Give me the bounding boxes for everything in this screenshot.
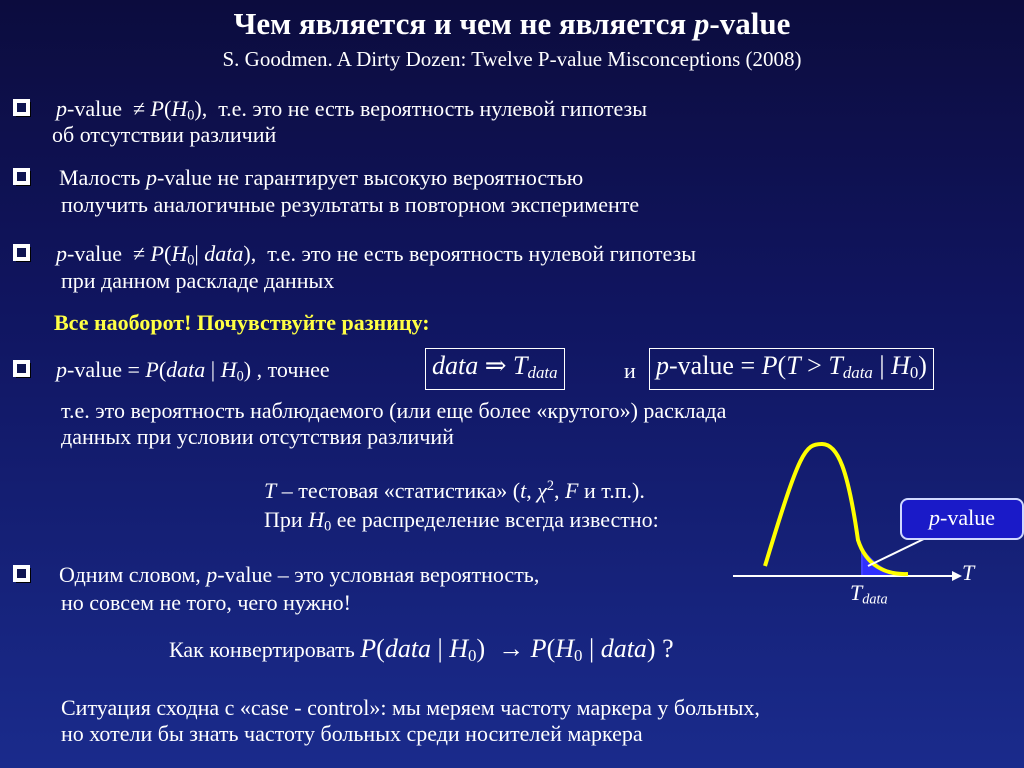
bullet-1-line-2: об отсутствии различий xyxy=(52,122,277,147)
case-control-line-1: Ситуация сходна с «case - control»: мы меряем частоту маркера у больных, xyxy=(61,695,760,720)
highlight-text: Все наоборот! Почувствуйте разницу: xyxy=(54,310,430,335)
callout-pointer xyxy=(868,536,930,566)
bullet-2-line-1: Малость p-value не гарантирует высокую вероятностью xyxy=(59,165,584,190)
bullet-3-line-1: p-value ≠ $P(H_0|$ data), т.е. это не есть вероятность нулевой гипотезы xyxy=(56,241,697,269)
bullet-1-line-1: p-value ≠ $P(H_0)$, т.е. это не есть вероятность нулевой гипотезы xyxy=(56,96,647,124)
bullet-5-line-2: но совсем не того, чего нужно! xyxy=(61,590,351,615)
p-value-callout: p-value xyxy=(900,498,1024,540)
slide-subtitle: S. Goodmen. A Dirty Dozen: Twelve P-value Misconceptions (2008) xyxy=(222,47,802,71)
axis-label-t: T xyxy=(962,560,975,585)
case-control-line-2: но хотели бы знать частоту больных среди носителей маркера xyxy=(61,721,643,746)
bullet-2-line-2: получить аналогичные результаты в повторном эксперименте xyxy=(61,192,640,217)
bullet-4-formula: p-value = P(data | $H_0$) , точнее xyxy=(56,357,330,385)
bullet-4-line-2: т.е. это вероятность наблюдаемого (или еще более «крутого») расклада xyxy=(61,398,727,423)
statistic-line-2: При $H_0$ ее распределение всегда известно: xyxy=(264,507,659,535)
bullet-4-line-3: данных при условии отсутствия различий xyxy=(61,424,454,449)
and-text: и xyxy=(624,358,636,383)
t-data-label: $T_{data}$ xyxy=(850,580,888,608)
statistic-line-1: T – тестовая «статистика» (t, $\chi^2$, F и т.п.). xyxy=(264,477,645,503)
x-axis-arrowhead xyxy=(952,571,962,581)
convert-question: Как конвертировать P(data | $H_0) \to P(H_0$ | data) ? xyxy=(169,634,674,666)
bullet-5-line-1: Одним словом, p-value – это условная вероятность, xyxy=(59,562,540,587)
slide-title: Чем является и чем не является p-value xyxy=(233,6,791,41)
formula-box-data-to-t: data ⇒ $T_{data}$ xyxy=(425,348,565,390)
bullet-3-line-2: при данном раскладе данных xyxy=(61,268,335,293)
checkbox-bullet-icon xyxy=(13,565,30,582)
formula-box-p-value: p-value = $P(T > T_{data}$ | $H_0$) xyxy=(649,348,934,390)
distribution-curve xyxy=(765,444,908,574)
